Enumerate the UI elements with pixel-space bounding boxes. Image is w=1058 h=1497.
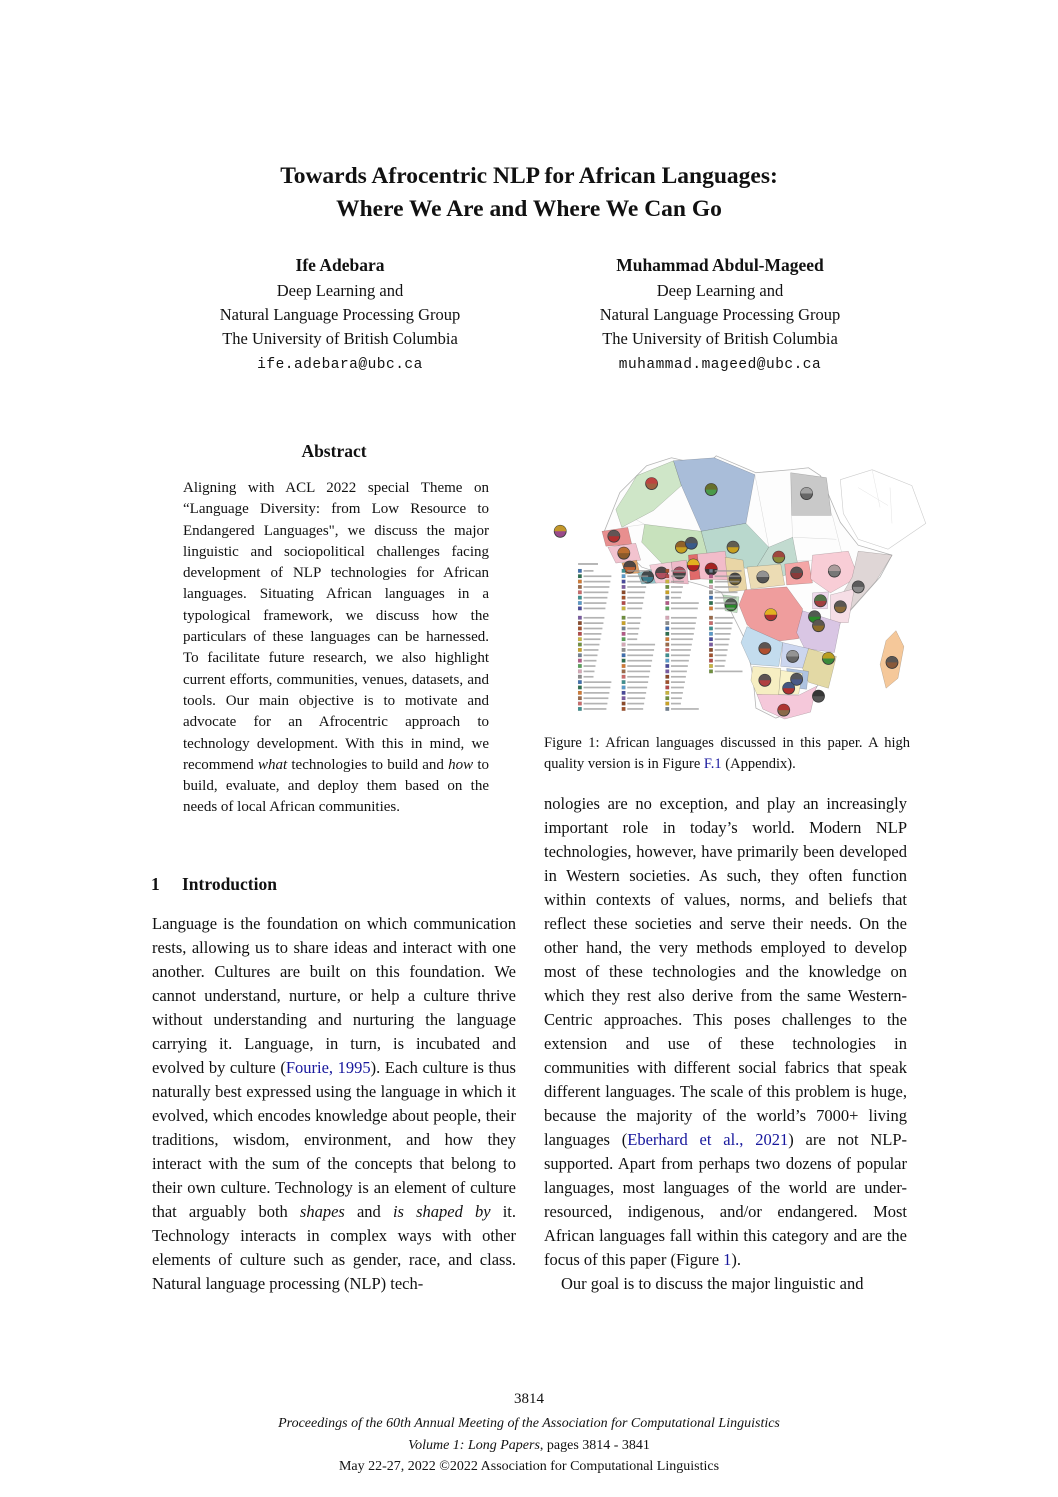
pie-marker-7 — [608, 530, 620, 542]
pie-marker-21 — [834, 601, 846, 613]
abstract-heading: Abstract — [301, 441, 367, 461]
text-segment: (Appendix). — [721, 756, 796, 772]
pie-marker-20 — [852, 581, 864, 593]
pie-marker-14 — [685, 537, 697, 549]
pie-marker-16 — [729, 573, 741, 585]
section-1-title: Introduction — [182, 874, 277, 894]
text-segment: to build, evaluate, and deploy them based on the needs of local African communities. — [183, 756, 489, 816]
paper-title-line1: Towards Afrocentric NLP for African Languages: — [280, 163, 778, 189]
pie-marker-4 — [727, 541, 739, 553]
pie-marker-28 — [787, 651, 799, 663]
text-segment: it. Technology interacts in complex ways with other elements of culture such as gender, race, and class. Natural language processing (NLP) tech- — [152, 1202, 516, 1293]
author-1-affil1: Deep Learning and — [276, 281, 404, 300]
pie-marker-1 — [646, 478, 658, 490]
pie-marker-33 — [813, 690, 825, 702]
author-block — [150, 253, 910, 377]
intro-paragraph-left — [152, 912, 516, 1296]
citation-link[interactable]: 1 — [723, 1250, 732, 1269]
abstract-body — [183, 478, 489, 819]
volume-title: Volume 1: Long Papers — [408, 1438, 540, 1453]
author-2-affil3: The University of British Columbia — [602, 329, 838, 348]
author-1 — [150, 253, 530, 377]
pie-marker-8 — [618, 547, 630, 559]
pie-marker-0 — [554, 525, 566, 537]
copyright-line: May 22-27, 2022 ©2022 Association for Computational Linguistics — [338, 1459, 720, 1474]
page-number: 3814 — [514, 1391, 544, 1407]
text-segment: ). — [731, 1250, 742, 1269]
pie-marker-22 — [815, 595, 827, 607]
text-segment: Aligning with ACL 2022 special Theme on “Language Diversity: from Low Resource to Endangered Languages", we discuss the major linguistic and sociopolitical challenges facing development of NLP technologies for African languages. Situating African languages in a typological framework, we discuss how the particulars of these languages can be harnessed. To facilitate future research, we also highlight current efforts, communities, venues, datasets, and tools. Our main objective is to motivate and advocate for an Afrocentric approach to technology development. With this in mind, we recommend — [183, 480, 489, 773]
italic-text: what — [258, 756, 288, 773]
italic-text: is shaped by — [392, 1202, 491, 1221]
section-1-heading — [151, 874, 519, 895]
citation-link[interactable]: Fourie, 1995 — [285, 1058, 371, 1077]
figure-1-map — [542, 428, 940, 726]
italic-text: shapes — [299, 1202, 345, 1221]
author-2 — [530, 253, 910, 377]
intro-paragraphs-right — [544, 792, 907, 1296]
pie-marker-17 — [757, 571, 769, 583]
author-1-affil3: The University of British Columbia — [222, 329, 458, 348]
pie-marker-26 — [765, 609, 777, 621]
author-1-email[interactable]: ife.adebara@ubc.ca — [257, 357, 423, 373]
pie-marker-18 — [791, 567, 803, 579]
text-segment: and — [344, 1202, 393, 1221]
pie-marker-24 — [813, 620, 825, 632]
text-segment: Language is the foundation on which communication rests, allowing us to share ideas and interact with one another. Cultures are built on this foundation. We cannot understand, nurture, or help a culture thrive without understanding and nurturing the language carrying it. Language, in turn, is incubated and evolved by culture ( — [152, 914, 516, 1077]
arabia-outline — [840, 470, 925, 549]
text-segment: technologies to build and — [287, 756, 449, 773]
pie-marker-19 — [828, 565, 840, 577]
author-2-affil2: Natural Language Processing Group — [599, 305, 841, 324]
africa-map-svg — [542, 428, 940, 726]
pie-marker-5 — [773, 551, 785, 563]
pie-marker-31 — [759, 674, 771, 686]
volume-line — [0, 1438, 1058, 1454]
author-2-email[interactable]: muhammad.mageed@ubc.ca — [618, 357, 822, 373]
pie-marker-12 — [673, 567, 685, 579]
paper-title — [0, 160, 1058, 226]
pie-marker-35 — [886, 656, 898, 668]
pie-marker-29 — [822, 652, 834, 664]
citation-link[interactable]: Eberhard et al., 2021 — [627, 1130, 789, 1149]
text-segment: Our goal is to discuss the major linguistic and — [561, 1274, 864, 1293]
pie-marker-27 — [759, 643, 771, 655]
author-1-name: Ife Adebara — [295, 255, 385, 275]
pie-marker-2 — [705, 484, 717, 496]
author-2-name: Muhammad Abdul-Mageed — [616, 255, 824, 275]
text-segment: ). Each culture is thus naturally best expressed using the language in which it evolved, which encodes knowledge about people, their traditions, wisdom, environment, and how they interact with the sum of the concepts that belong to their own culture. Technology is an element of culture that arguably both — [152, 1058, 516, 1221]
volume-pages: , pages 3814 - 3841 — [539, 1438, 650, 1453]
text-segment: nologies are no exception, and play an increasingly important role in today’s world. Modern NLP technologies, however, have primarily been developed in Western societies. As such, they often function within contexts of values, norms, and beliefs that reflect these societies and serve their needs. On the other hand, the very methods employed to develop most of these technologies and the knowledge on which they rest also derive from the same Western-Centric approaches. This poses challenges to the extension and use of these technologies in communities with different social fabrics that speak different languages. The scale of this problem is huge, because the majority of the world’s 7000+ living languages ( — [544, 794, 907, 1149]
italic-text: how — [448, 756, 474, 773]
author-1-affil2: Natural Language Processing Group — [219, 305, 461, 324]
figure-1-caption — [544, 733, 910, 775]
paper-title-line2: Where We Are and Where We Can Go — [336, 196, 722, 222]
intro-paragraph-right-1 — [544, 792, 907, 1272]
pie-marker-6 — [801, 488, 813, 500]
pie-marker-34 — [778, 704, 790, 716]
author-2-affil1: Deep Learning and — [656, 281, 784, 300]
text-segment: ) are not NLP-supported. Apart from perhaps two dozens of popular languages, most languages of the world are under-resourced, indigenous, and/or endangered. Most African languages fall within this category and are the focus of this paper (Figure — [544, 1130, 908, 1269]
text-segment: Figure 1: African languages discussed in this paper. A high quality version is in Figure — [544, 735, 910, 772]
proceedings-line: Proceedings of the 60th Annual Meeting of the Association for Computational Linguistics — [278, 1416, 780, 1431]
pie-marker-32 — [783, 682, 795, 694]
pie-marker-13 — [687, 559, 699, 571]
section-1-number: 1 — [151, 874, 160, 894]
citation-link[interactable]: F.1 — [703, 756, 722, 772]
intro-paragraph-right-2 — [544, 1272, 907, 1296]
